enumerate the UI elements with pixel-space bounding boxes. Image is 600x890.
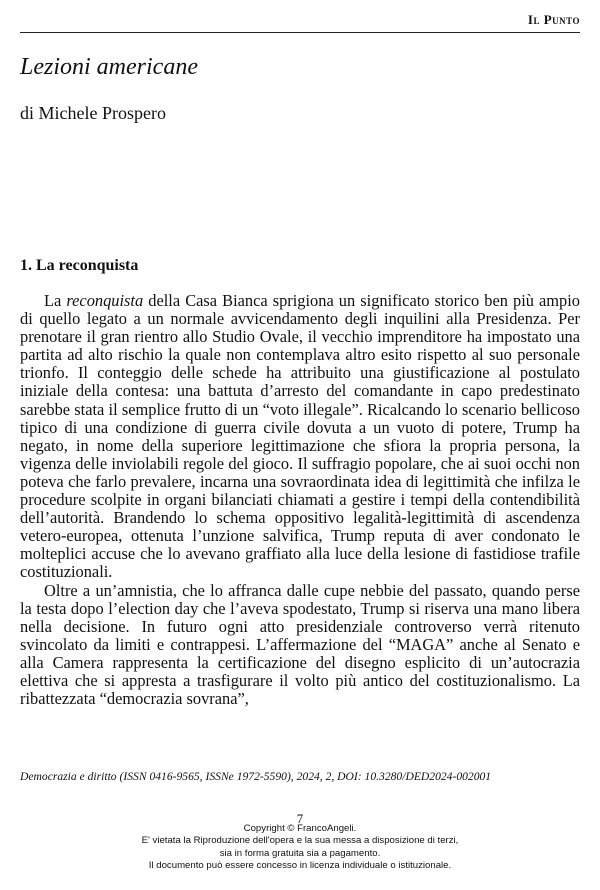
section-heading: 1. La reconquista bbox=[20, 257, 139, 274]
page-number: 7 bbox=[296, 811, 304, 826]
paragraph-1-rest: della Casa Bianca sprigiona un significato storico ben più ampio di quello legato a un normale avvicendamento degli inquilini alla Presidenza. Per prenotare il gran rientro allo Studio Ovale, il vecchio imprenditore ha impostato una partita ad alto rischio la quale non contemplava altro esito rispetto al suo personale trionfo. Il conteggio delle schede ha attribuito una giustificazione al postulato iniziale della contesa: una battuta d’arresto del comandante in capo predestinato sarebbe stata il semplice frutto di un “voto illegale”. Ricalcando lo scenario bellicoso tipico di una condizione di guerra civile dovuta a un vuoto di potere, Trump ha negato, in nome della superiore legittimazione che sfiora la propria persona, la vigenza delle inviolabili regole del gioco. Il suffragio popolare, che ai suoi occhi non poteva che farlo prevalere, incarna una sovraordinata idea di legittimità che infilza le procedure scolpite in organi bilanciati chiamati a gestire i tempi della contendibilità dell’autorità. Brandendo lo schema oppositivo legalità-legittimità di ascendenza vetero-europea, ottenuta l’unzione salvifica, Trump reputa di aver condonato le molteplici accuse che lo avevano graffiato alla luce della lesione di fastidiose trafile costituzionali. bbox=[20, 291, 580, 582]
running-head-label: Il Punto bbox=[527, 12, 580, 27]
copyright-line: Il documento può essere concesso in licenza individuale o istituzionale. bbox=[148, 859, 452, 871]
paragraph-1-lead: La bbox=[44, 291, 67, 310]
paragraph-2: Oltre a un’amnistia, che lo affranca dalle cupe nebbie del passato, quando perse la testa dopo l’election day che l’aveva spodestato, Trump si riserva una mano libera nella decisione. In futuro ogni atto presidenziale controverso verrà ritenuto svincolato da limiti e contrappesi. L’affermazione del “MAGA” anche al Senato e alla Camera rappresenta la certificazione del disegno esplicito di un’autocrazia elettiva che si appresta a trasfigurare il volto più antico del costituzionalismo. La ribattezzata “democrazia sovrana”, bbox=[20, 580, 580, 709]
running-head bbox=[20, 8, 580, 33]
article-body bbox=[20, 292, 580, 708]
copyright-line: E' vietata la Riproduzione dell'opera e la sua messa a disposizione di terzi, bbox=[141, 835, 459, 847]
journal-citation: Democrazia e diritto (ISSN 0416-9565, ISSNe 1972-5590), 2024, 2, DOI: 10.3280/DED2024-002001 bbox=[20, 770, 492, 783]
article-title: Lezioni americane bbox=[20, 54, 198, 80]
paragraph-1-emphasis: reconquista bbox=[66, 291, 144, 310]
article-author: di Michele Prospero bbox=[20, 103, 166, 123]
copyright-line: Copyright © FrancoAngeli. bbox=[243, 823, 357, 834]
copyright-notice bbox=[0, 823, 600, 872]
paragraph-1 bbox=[20, 292, 580, 582]
copyright-line: sia in forma gratuita sia a pagamento. bbox=[219, 847, 381, 859]
